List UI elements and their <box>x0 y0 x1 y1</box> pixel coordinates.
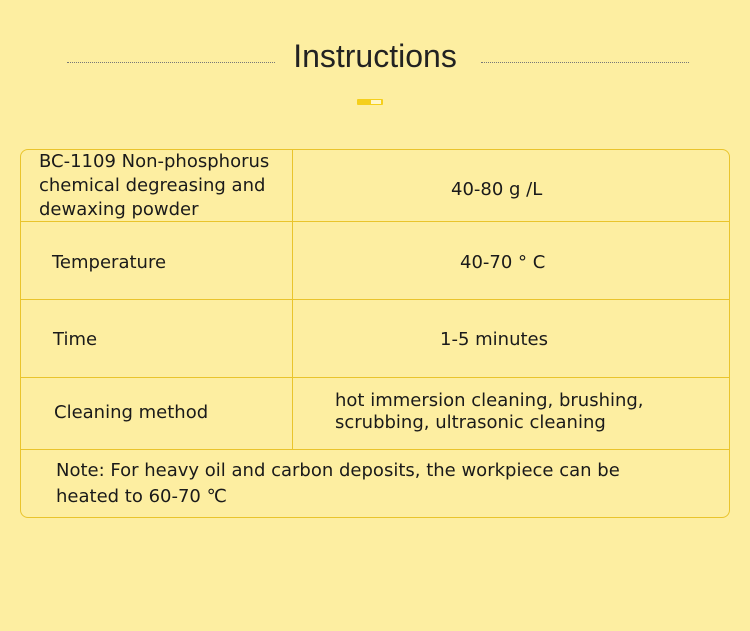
product-label-line-1: BC-1109 Non-phosphorus <box>39 151 270 172</box>
cleaning-method-line-2: scrubbing, ultrasonic cleaning <box>335 412 606 433</box>
table-row-temperature <box>21 222 729 300</box>
time-label: Time <box>53 329 98 350</box>
cleaning-method-value-cell <box>293 378 729 449</box>
table-note <box>21 450 729 517</box>
product-value-cell <box>293 150 729 221</box>
product-label-cell <box>21 150 293 221</box>
cleaning-method-line-1: hot immersion cleaning, brushing, <box>335 390 644 411</box>
temperature-value: 40-70 ° C <box>460 252 546 273</box>
temperature-value-cell <box>293 222 729 299</box>
instructions-table <box>20 149 730 518</box>
table-row-cleaning-method <box>21 378 729 450</box>
note-line-2: heated to 60-70 ℃ <box>56 486 227 507</box>
page-title: Instructions <box>293 38 457 74</box>
title-divider-right <box>481 62 689 63</box>
cleaning-method-label: Cleaning method <box>54 402 209 423</box>
product-label-line-2: chemical degreasing and <box>39 175 266 196</box>
header <box>0 0 750 120</box>
cleaning-method-label-cell <box>21 378 293 449</box>
title-accent-bar <box>357 99 383 105</box>
product-label-line-3: dewaxing powder <box>39 199 199 220</box>
table-row-time <box>21 300 729 378</box>
time-value-cell <box>293 300 729 377</box>
time-label-cell <box>21 300 293 377</box>
table-row-product <box>21 150 729 222</box>
temperature-label: Temperature <box>52 252 167 273</box>
time-value: 1-5 minutes <box>440 329 548 350</box>
concentration-value: 40-80 g /L <box>451 179 543 200</box>
temperature-label-cell <box>21 222 293 299</box>
note-line-1: Note: For heavy oil and carbon deposits, the workpiece can be <box>56 460 620 481</box>
